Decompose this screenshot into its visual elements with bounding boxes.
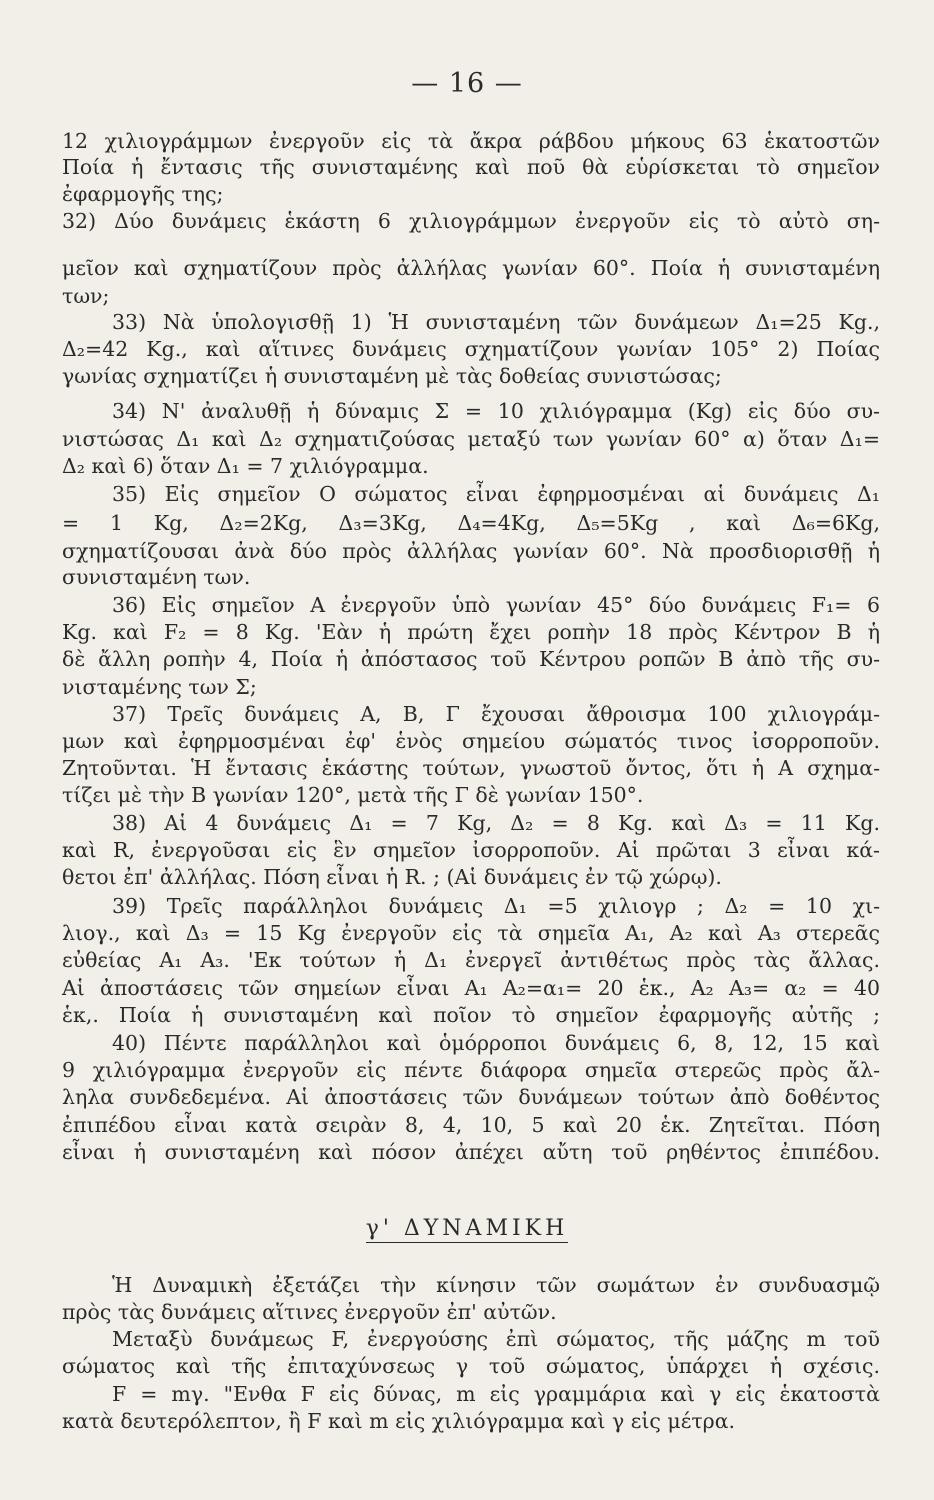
- text-line: Δ₂=42 Kg., καὶ αἵτινες δυνάμεις σχηματίζουν γωνίαν 105° 2) Ποίας: [62, 337, 880, 361]
- text-line: των;: [62, 284, 110, 308]
- text-line: 32) Δύο δυνάμεις ἑκάστη 6 χιλιογράμμων ἐνεργοῦν εἰς τὸ αὐτὸ ση-: [62, 209, 880, 233]
- section-text-line: F = mγ. "Ενθα F εἰς δύνας, m εἰς γραμμάρια καὶ γ εἰς ἑκατοστὰ: [112, 1382, 880, 1406]
- text-line: 9 χιλιόγραμμα ἐνεργοῦν εἰς πέντε διάφορα σημεῖα στερεῶς πρὸς ἄλ-: [62, 1058, 880, 1082]
- text-line: ἐφαρμογῆς της;: [62, 182, 224, 206]
- section-heading: [0, 1214, 934, 1244]
- page-number: — 16 —: [411, 68, 523, 99]
- text-line: 36) Εἰς σημεῖον Α ἐνεργοῦν ὑπὸ γωνίαν 45° δύο δυνάμεις F₁= 6: [112, 593, 880, 617]
- text-line: θετοι ἐπ' ἀλλήλας. Πόση εἶναι ἡ R. ; (Αἱ δυνάμεις ἐν τῷ χώρῳ).: [62, 865, 722, 889]
- text-line: τίζει μὲ τὴν Β γωνίαν 120°, μετὰ τῆς Γ δὲ γωνίαν 150°.: [62, 783, 644, 807]
- text-line: 40) Πέντε παράλληλοι καὶ ὁμόρροποι δυνάμεις 6, 8, 12, 15 καὶ: [112, 1031, 880, 1055]
- section-text-line: πρὸς τὰς δυνάμεις αἵτινες ἐνεργοῦν ἐπ' αὐτῶν.: [62, 1300, 557, 1324]
- section-text-line: σώματος καὶ τῆς ἐπιταχύνσεως γ τοῦ σώματος, ὑπάρχει ἡ σχέσις.: [62, 1354, 880, 1378]
- section-heading-text: γ' ΔΥΝΑΜΙΚΗ: [365, 1216, 569, 1241]
- text-line: ληλα συνδεδεμένα. Αἱ ἀποστάσεις τῶν δυνάμεων τούτων ἀπὸ δοθέντος: [62, 1085, 880, 1109]
- text-line: ἐπιπέδου εἶναι κατὰ σειρὰν 8, 4, 10, 5 καὶ 20 ἑκ. Ζητεῖται. Πόση: [62, 1113, 880, 1137]
- text-line: συνισταμένη των.: [62, 565, 251, 589]
- text-line: 37) Τρεῖς δυνάμεις Α, Β, Γ ἔχουσαι ἄθροισμα 100 χιλιογράμ-: [112, 702, 880, 726]
- text-line: Ζητοῦνται. Ἡ ἔντασις ἑκάστης τούτων, γνωστοῦ ὄντος, ὅτι ἡ Α σχημα-: [62, 756, 880, 780]
- text-line: λιογ., καὶ Δ₃ = 15 Kg ἐνεργοῦν εἰς τὰ σημεῖα Α₁, Α₂ καὶ Α₃ στερεᾶς: [62, 921, 880, 945]
- text-line: μεῖον καὶ σχηματίζουν πρὸς ἀλλήλας γωνίαν 60°. Ποία ἡ συνισταμένη: [62, 256, 880, 280]
- text-line: γωνίας σχηματίζει ἡ συνισταμένη μὲ τὰς δοθείας συνιστώσας;: [62, 364, 722, 388]
- text-line: ἑκ,. Ποία ἡ συνισταμένη καὶ ποῖον τὸ σημεῖον ἐφαρμογῆς αὐτῆς ;: [62, 1003, 880, 1027]
- section-text-line: Ἡ Δυναμικὴ ἐξετάζει τὴν κίνησιν τῶν σωμάτων ἐν συνδυασμῷ: [112, 1273, 880, 1297]
- text-line: 12 χιλιογράμμων ἐνεργοῦν εἰς τὰ ἄκρα ράβδου μήκους 63 ἑκατοστῶν: [62, 129, 880, 153]
- text-line: εὐθείας Α₁ Α₃. 'Εκ τούτων ἡ Δ₁ ἐνεργεῖ ἀντιθέτως πρὸς τὰς ἄλλας.: [62, 948, 880, 972]
- text-line: νιστώσας Δ₁ καὶ Δ₂ σχηματιζούσας μεταξύ των γωνίαν 60° α) ὅταν Δ₁=: [62, 427, 880, 451]
- text-line: 39) Τρεῖς παράλληλοι δυνάμεις Δ₁ =5 χιλιογρ ; Δ₂ = 10 χι-: [112, 894, 880, 918]
- section-text-line: Μεταξὺ δυνάμεως F, ἐνεργούσης ἐπὶ σώματος, τῆς μάζης m τοῦ: [112, 1327, 880, 1351]
- text-line: εἶναι ἡ συνισταμένη καὶ πόσον ἀπέχει αὔτη τοῦ ρηθέντος ἐπιπέδου.: [62, 1140, 880, 1164]
- text-line: Ποία ἡ ἔντασις τῆς συνισταμένης καὶ ποῦ θὰ εὑρίσκεται τὸ σημεῖον: [62, 155, 880, 179]
- text-line: Δ₂ καὶ 6) ὅταν Δ₁ = 7 χιλιόγραμμα.: [62, 454, 429, 478]
- text-line: Αἱ ἀποστάσεις τῶν σημείων εἶναι Α₁ Α₂=α₁= 20 ἑκ., Α₂ Α₃= α₂ = 40: [62, 976, 880, 1000]
- text-line: δὲ ἄλλη ροπὴν 4, Ποία ἡ ἀπόστασος τοῦ Κέντρου ροπῶν Β ἀπὸ τῆς συ-: [62, 647, 880, 671]
- text-line: καὶ R, ἐνεργοῦσαι εἰς ἓν σημεῖον ἰσορροποῦν. Αἱ πρῶται 3 εἶναι κά-: [62, 838, 880, 862]
- text-line: μων καὶ ἐφηρμοσμέναι ἐφ' ἑνὸς σημείου σώματός τινος ἰσορροποῦν.: [62, 729, 880, 753]
- text-line: 35) Εἰς σημεῖον Ο σώματος εἶναι ἐφηρμοσμέναι αἱ δυνάμεις Δ₁: [112, 482, 880, 506]
- text-line: σχηματίζουσαι ἀνὰ δύο πρὸς ἀλλήλας γωνίαν 60°. Νὰ προσδιορισθῇ ἡ: [62, 539, 880, 563]
- section-text-line: κατὰ δευτερόλεπτον, ἢ F καὶ m εἰς χιλιόγραμμα καὶ γ εἰς μέτρα.: [62, 1409, 736, 1433]
- text-line: 38) Αἱ 4 δυνάμεις Δ₁ = 7 Kg, Δ₂ = 8 Kg. καὶ Δ₃ = 11 Kg.: [112, 811, 880, 835]
- text-line: Kg. καὶ F₂ = 8 Kg. 'Εὰν ἡ πρώτη ἔχει ροπὴν 18 πρὸς Κέντρον Β ἡ: [62, 620, 880, 644]
- text-line: 34) Ν' ἀναλυθῇ ἡ δύναμις Σ = 10 χιλιόγραμμα (Kg) εἰς δύο συ-: [112, 399, 880, 423]
- text-line: 33) Νὰ ὑπολογισθῇ 1) Ἡ συνισταμένη τῶν δυνάμεων Δ₁=25 Kg.,: [112, 310, 880, 334]
- text-line: = 1 Kg, Δ₂=2Kg, Δ₃=3Kg, Δ₄=4Kg, Δ₅=5Kg , καὶ Δ₆=6Kg,: [62, 511, 880, 535]
- text-line: νισταμένης των Σ;: [62, 675, 257, 699]
